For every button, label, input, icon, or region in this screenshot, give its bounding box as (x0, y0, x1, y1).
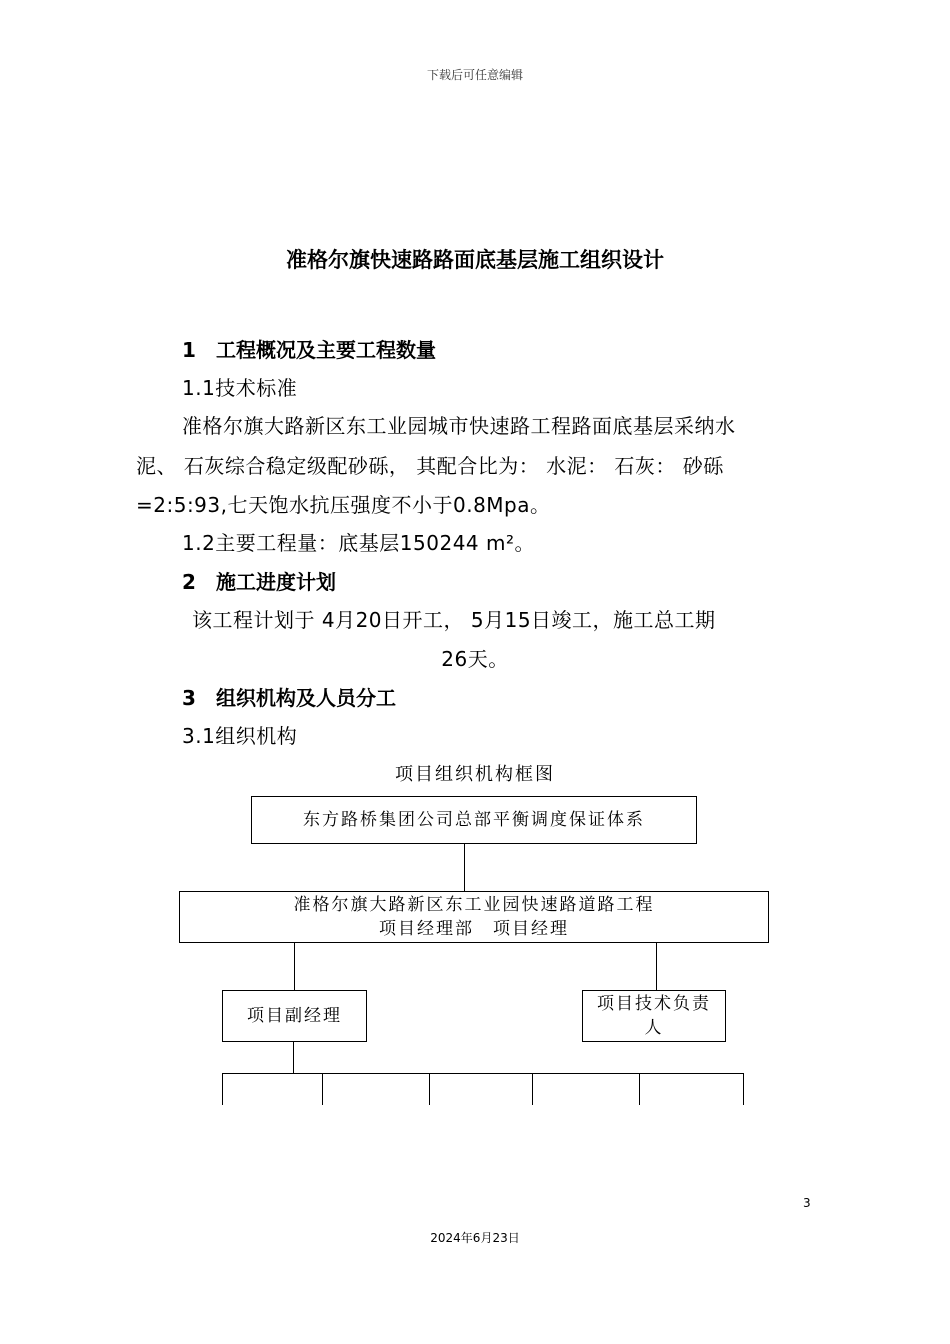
branch-drop-line (222, 1073, 223, 1105)
paragraph-line: 泥、 石灰综合稳定级配砂砾， 其配合比为： 水泥： 石灰： 砂砾 (136, 454, 724, 478)
connector-line (294, 943, 295, 990)
branch-drop-line (322, 1073, 323, 1105)
paragraph-line: 准格尔旗大路新区东工业园城市快速路工程路面底基层采纳水 (182, 414, 736, 438)
section-1-heading (182, 334, 436, 363)
subsection-3-1-heading: 3.1组织机构 (182, 724, 298, 748)
section-3-heading (182, 682, 396, 711)
org-chart-title: 项目组织机构框图 (395, 764, 555, 785)
branch-drop-line (639, 1073, 640, 1105)
horizontal-branch-line (222, 1073, 744, 1074)
subsection-1-2-text: 1.2主要工程量：底基层150244 m²。 (182, 531, 536, 555)
branch-drop-line (532, 1073, 533, 1105)
branch-drop-line (429, 1073, 430, 1105)
subsection-1-1-heading: 1.1技术标准 (182, 376, 298, 400)
header-note: 下载后可任意编辑 (426, 68, 523, 82)
section-1-number: 1 (182, 338, 196, 362)
connector-line (293, 1042, 294, 1073)
connector-line (464, 844, 465, 891)
section-2-number: 2 (182, 570, 196, 594)
org-box-project-department-line1: 准格尔旗大路新区东工业园快速路道路工程 (293, 895, 655, 915)
section-1-title: 工程概况及主要工程数量 (216, 338, 436, 362)
org-box-technical-lead-line1: 项目技术负责 (597, 994, 711, 1014)
document-title: 准格尔旗快速路路面底基层施工组织设计 (286, 248, 664, 272)
org-box-headquarters-label: 东方路桥集团公司总部平衡调度保证体系 (303, 810, 645, 830)
org-box-technical-lead (582, 990, 726, 1042)
paragraph-line: =2:5:93,七天饱水抗压强度不小于0.8Mpa。 (136, 493, 551, 517)
paragraph-line: 该工程计划于 4月20日开工， 5月15日竣工，施工总工期 (192, 608, 716, 632)
org-box-deputy-manager-label: 项目副经理 (247, 1006, 342, 1026)
connector-line (656, 943, 657, 990)
section-3-title: 组织机构及人员分工 (216, 686, 396, 710)
paragraph-line: 26天。 (441, 647, 509, 671)
org-box-project-department-line2: 项目经理部 项目经理 (379, 919, 569, 939)
org-box-deputy-manager (222, 990, 367, 1042)
footer-date: 2024年6月23日 (430, 1231, 520, 1245)
org-box-project-department (179, 891, 769, 943)
org-box-technical-lead-line2: 人 (644, 1018, 664, 1038)
page-number: 3 (803, 1196, 811, 1210)
branch-drop-line (743, 1073, 744, 1105)
section-3-number: 3 (182, 686, 196, 710)
org-box-headquarters (251, 796, 697, 844)
section-2-heading (182, 566, 336, 595)
section-2-title: 施工进度计划 (216, 570, 336, 594)
